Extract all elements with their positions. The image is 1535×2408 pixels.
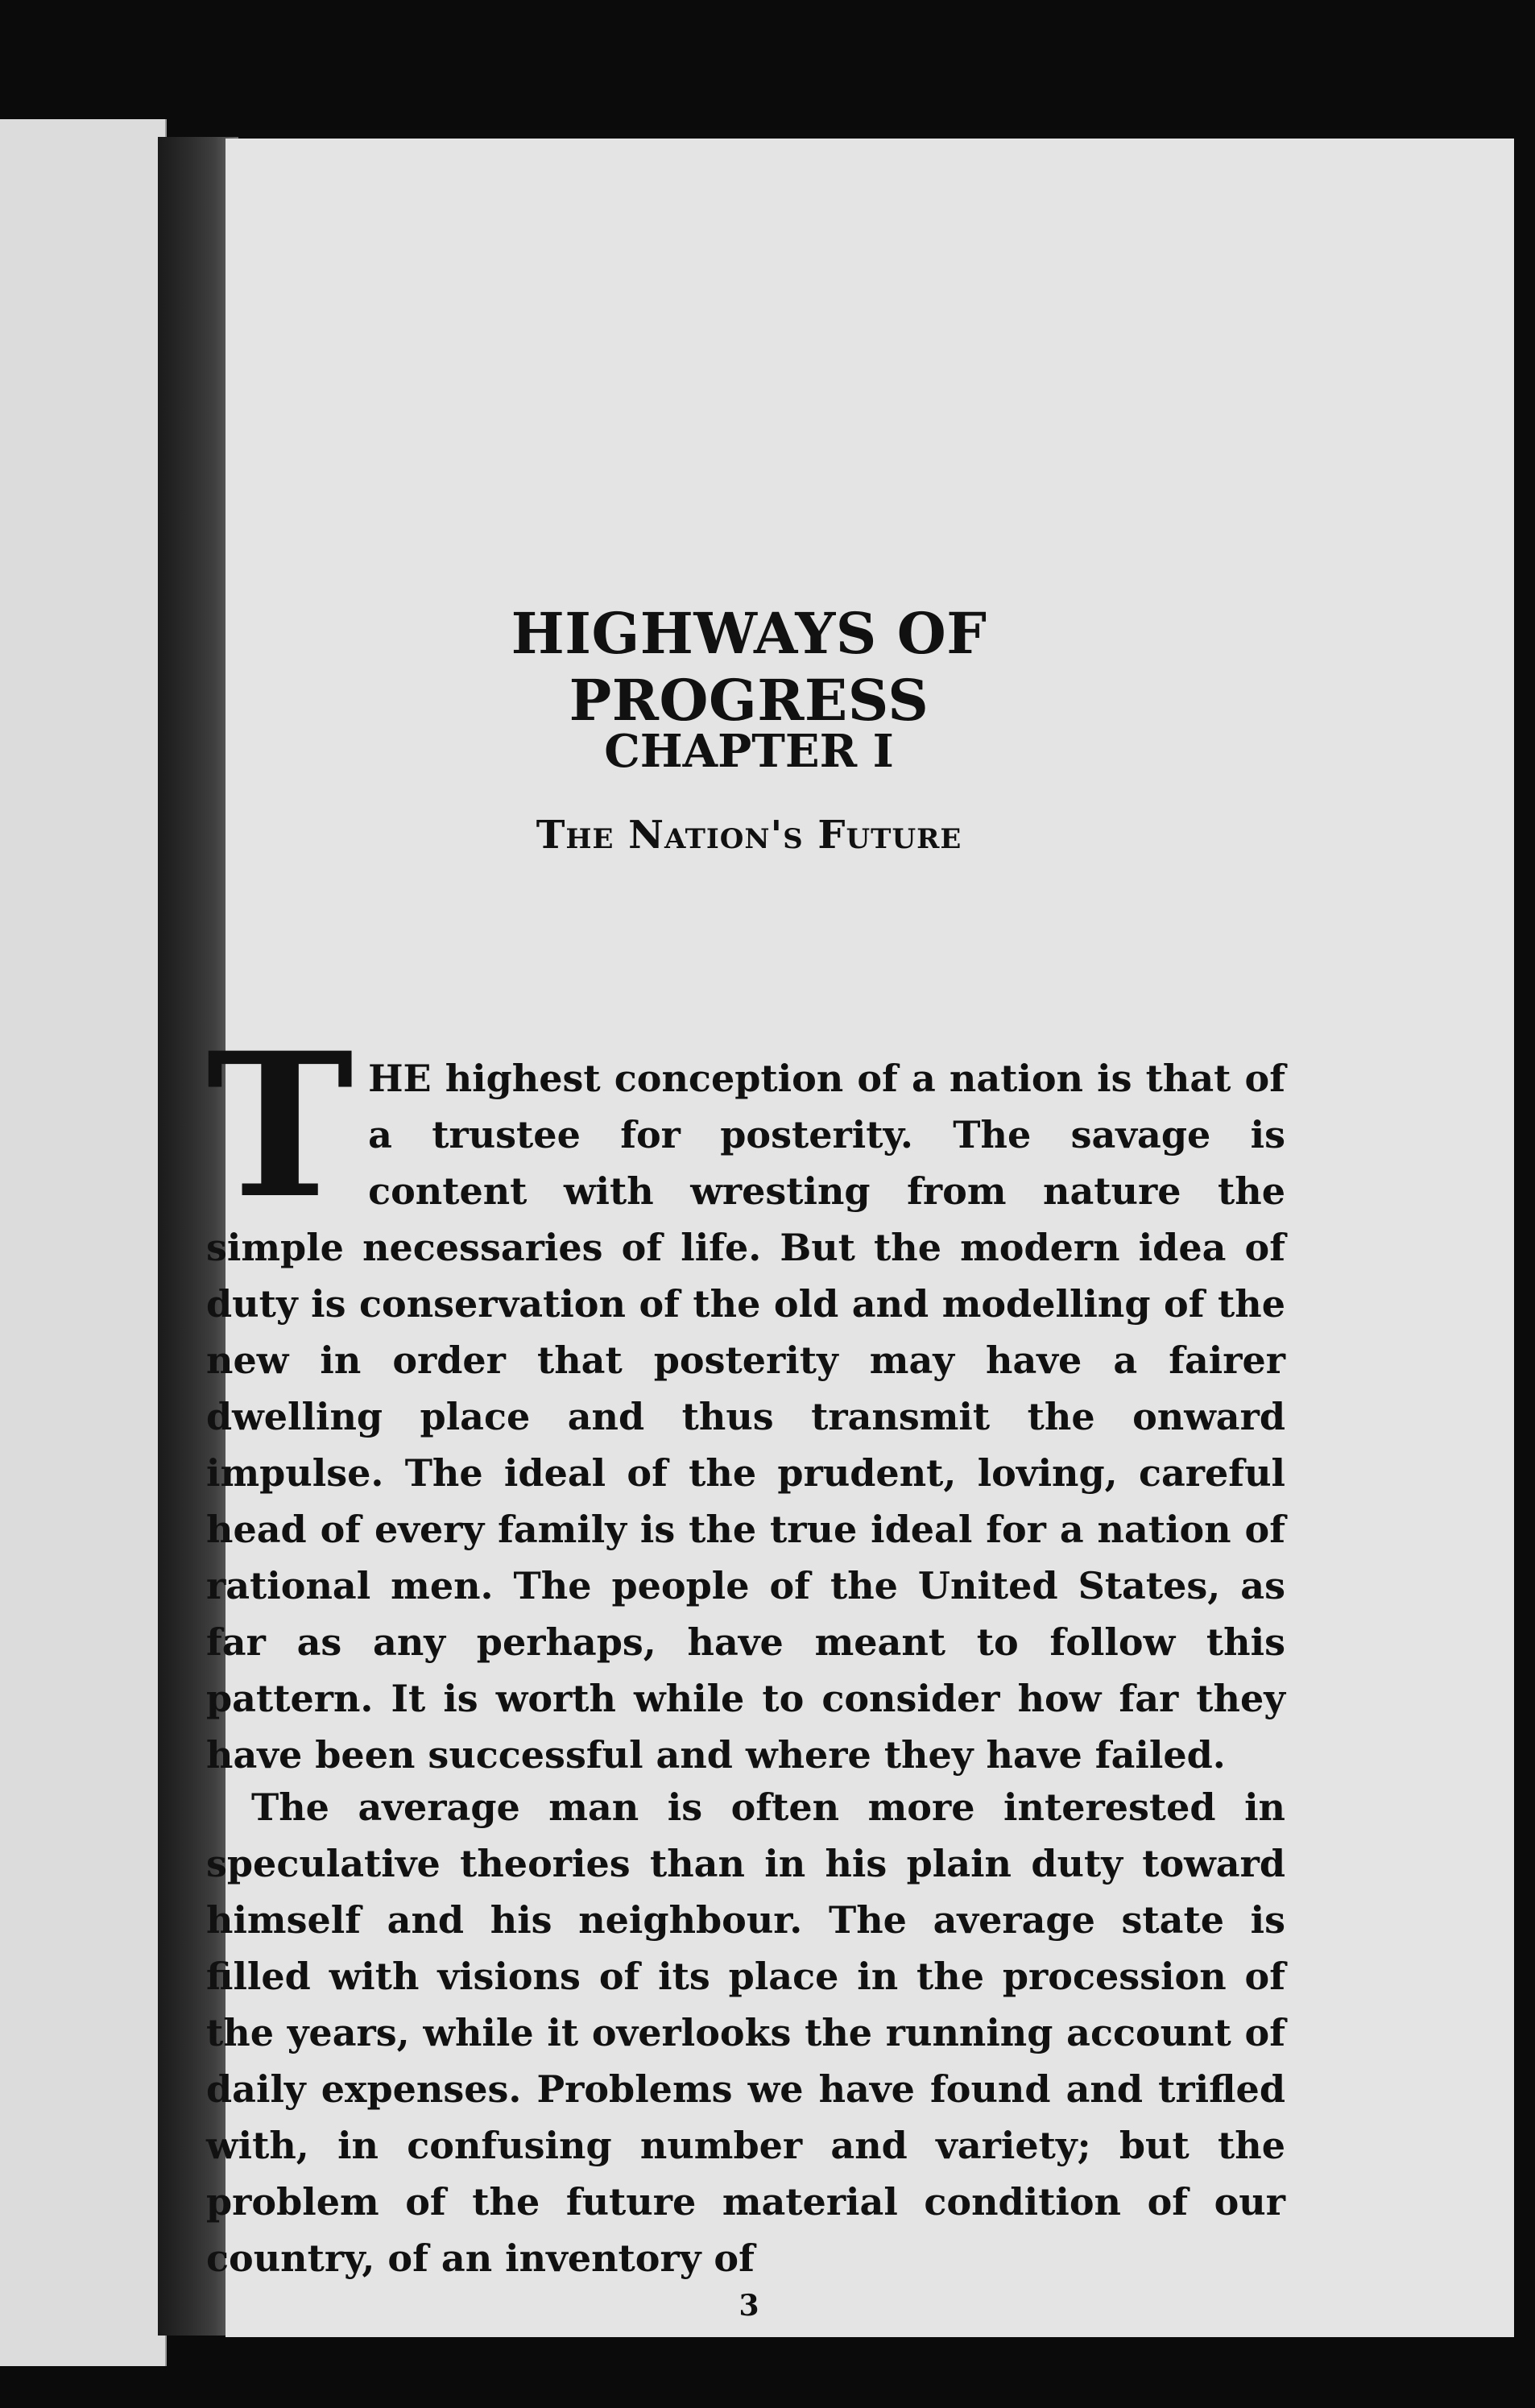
paragraph-2	[206, 1779, 1285, 2286]
drop-cap-letter: T	[206, 1010, 354, 1243]
paragraph-1	[206, 1010, 1285, 1783]
book-page	[206, 139, 1514, 2337]
page-number: 3	[739, 2289, 759, 2323]
facing-page-edge	[0, 119, 167, 2366]
book-title: HIGHWAYS OF PROGRESS	[511, 600, 987, 734]
paragraph-1-text: HE highest conception of a nation is that of a trustee for posterity. The savage is content with wresting from nature the simple necessaries of life. But the modern idea of duty is conservation of the old and modelling of the new in order that posterity may have a fairer dwelling place and thus transmit the onward impulse. The ideal of the prudent, loving, careful head of every family is the true ideal for a nation of rational men. The people of the United States, as far as any perhaps, have meant to follow this pattern. It is worth while to consider how far they have been successful and where they have failed.	[206, 1057, 1285, 1777]
chapter-number: CHAPTER I	[604, 725, 894, 778]
paragraph-2-text: The average man is often more interested in speculative theories than in his plain duty toward himself and his neighbour. The average state is filled with visions of its place in the procession of the years, while it overlooks the running account of daily expenses. Problems we have found and trifled with, in confusing number and variety; but the problem of the future material condition of our country, of an inventory of	[206, 1785, 1285, 2280]
chapter-title: The Nation's Future	[536, 813, 962, 858]
